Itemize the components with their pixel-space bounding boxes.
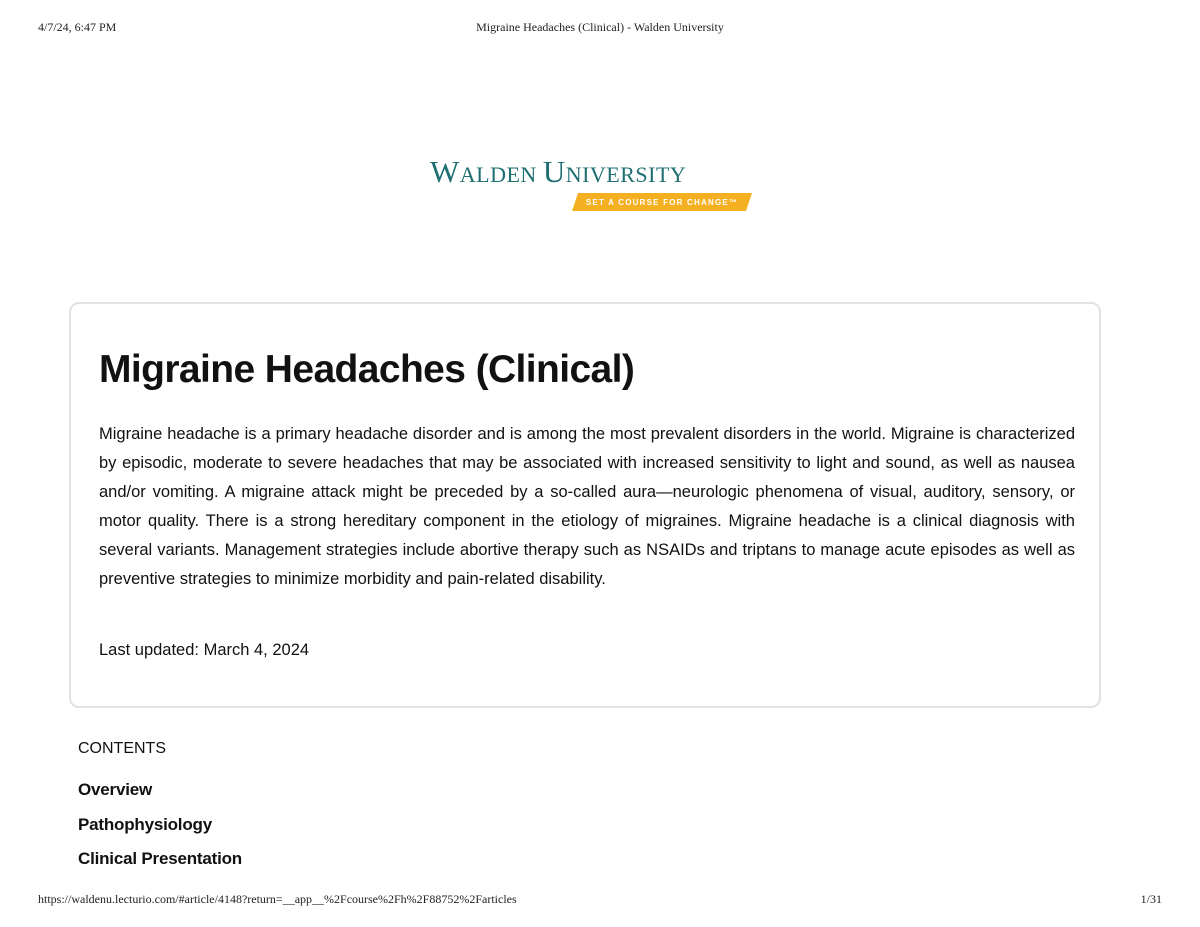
- print-document-title: Migraine Headaches (Clinical) - Walden University: [476, 20, 724, 34]
- logo-tagline: SET A COURSE FOR CHANGE™: [585, 197, 739, 207]
- logo-wordmark-initial-w: W: [430, 154, 460, 189]
- print-header: [38, 20, 1162, 38]
- print-url: https://waldenu.lecturio.com/#article/4148?return=__app__%2Fcourse%2Fh%2F88752%2Farticles: [38, 892, 517, 906]
- print-footer: [38, 892, 1162, 908]
- article-summary: Migraine headache is a primary headache disorder and is among the most prevalent disorders in the world. Migraine is characterized by episodic, moderate to severe headaches that may be associated with increased sensitivity to light and sound, as well as nausea and/or vomiting. A migraine attack might be preceded by a so-called aura—neurologic phenomena of visual, auditory, sensory, or motor quality. There is a strong hereditary component in the etiology of migraines. Migraine headache is a clinical diagnosis with several variants. Management strategies include abortive therapy such as NSAIDs and triptans to manage acute episodes as well as preventive strategies to minimize morbidity and pain-related disability.: [99, 425, 1075, 588]
- toc-item-overview[interactable]: Overview: [78, 780, 153, 799]
- logo-wordmark-word-1: ALDEN: [459, 162, 537, 187]
- article-title: Migraine Headaches (Clinical): [99, 348, 635, 391]
- print-datetime: 4/7/24, 6:47 PM: [38, 20, 117, 34]
- logo-wordmark-initial-u: U: [542, 154, 566, 189]
- toc-item-clinical-presentation[interactable]: Clinical Presentation: [78, 849, 242, 868]
- last-updated: Last updated: March 4, 2024: [99, 641, 310, 659]
- logo-wordmark: [430, 154, 686, 190]
- print-page-number: 1/31: [1140, 892, 1162, 906]
- contents-heading: CONTENTS: [78, 740, 166, 757]
- logo-wordmark-word-2: NIVERSITY: [565, 162, 687, 187]
- toc-item-pathophysiology[interactable]: Pathophysiology: [78, 814, 212, 834]
- table-of-contents: [78, 780, 242, 884]
- article-summary-card: [69, 302, 1101, 708]
- walden-university-logo: [428, 154, 774, 214]
- logo-tagline-band: [572, 193, 752, 211]
